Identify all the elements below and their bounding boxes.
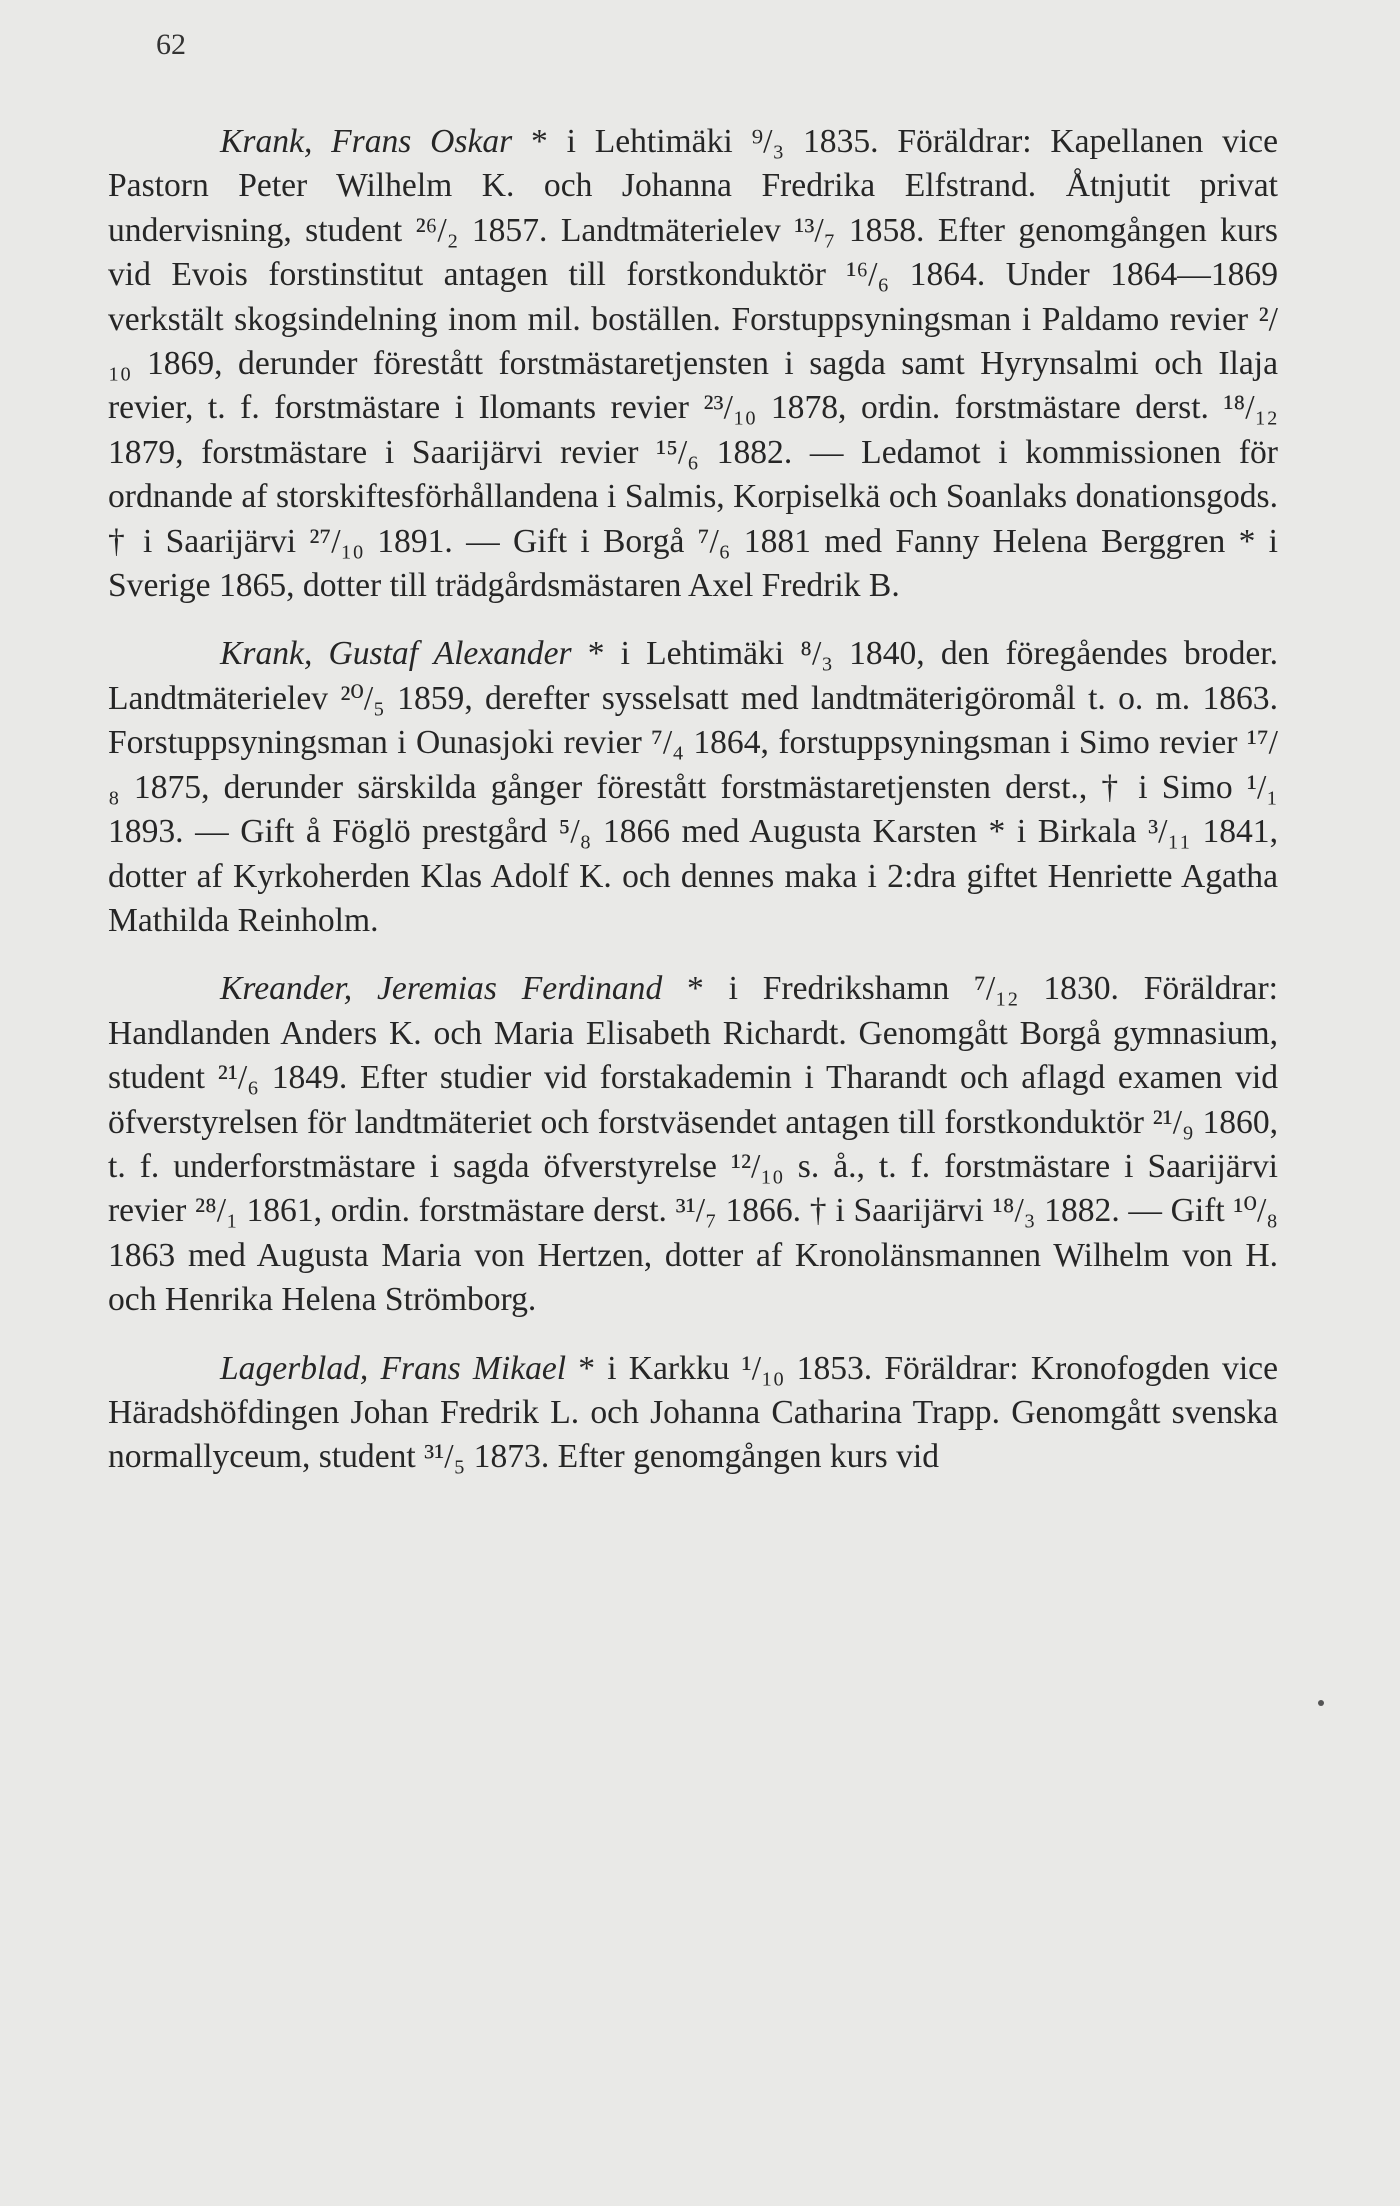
entry-name: Krank, Gustaf Alexander xyxy=(220,635,572,673)
entry-name: Krank, Frans Oskar xyxy=(220,123,513,160)
page-body xyxy=(108,120,1278,1480)
entry-name: Kreander, Jeremias Ferdinand xyxy=(220,970,663,1008)
entry-krank-gustaf xyxy=(108,632,1278,943)
entry-krank-frans xyxy=(108,120,1278,608)
ink-speck xyxy=(1318,1700,1324,1706)
entry-text: * i Lehtimäki ⁸/₃ 1840, den föregåendes broder. Landtmäterielev ²⁰/₅ 1859, derefter sysselsatt med landtmäterigöromål t. o. m. 1863. Forstuppsyningsman i Ounasjoki revier ⁷/₄ 1864, forstuppsyningsman i Simo revier ¹⁷/₈ 1875, derunder särskilda gånger förestått forstmästaretjensten derst., † i Simo ¹/₁ 1893. — Gift å Föglö prestgård ⁵/₈ 1866 med Augusta Karsten * i Birkala ³/₁₁ 1841, dotter af Kyrkoherden Klas Adolf K. och dennes maka i 2:dra giftet Henriette Agatha Mathilda Reinholm. xyxy=(108,635,1278,939)
entry-text: * i Lehtimäki ⁹/₃ 1835. Föräldrar: Kapellanen vice Pastorn Peter Wilhelm K. och Johanna Fredrika Elfstrand. Åtnjutit privat undervisning, student ²⁶/₂ 1857. Landtmäterielev ¹³/₇ 1858. Efter genomgången kurs vid Evois forstinstitut antagen till forstkonduktör ¹⁶/₆ 1864. Under 1864—1869 verkstält skogsindelning inom mil. boställen. Forstuppsyningsman i Paldamo revier ²/₁₀ 1869, derunder förestått forstmästaretjensten i sagda samt Hyrynsalmi och Ilaja revier, t. f. forstmästare i Ilomants revier ²³/₁₀ 1878, ordin. forstmästare derst. ¹⁸/₁₂ 1879, forstmästare i Saarijärvi revier ¹⁵/₆ 1882. — Ledamot i kommissionen för ordnande af storskiftesförhållandena i Salmis, Korpiselkä och Soanlaks donationsgods. † i Saarijärvi ²⁷/₁₀ 1891. — Gift i Borgå ⁷/₆ 1881 med Fanny Helena Berggren * i Sverige 1865, dotter till trädgårdsmästaren Axel Fredrik B. xyxy=(108,123,1278,605)
entry-text: * i Fredrikshamn ⁷/₁₂ 1830. Föräldrar: Handlanden Anders K. och Maria Elisabeth Richardt. Genomgått Borgå gymnasium, student ²¹/₆ 1849. Efter studier vid forstakademin i Tharandt och aflagd examen vid öfverstyrelsen för landtmäteriet och forstväsendet antagen till forstkonduktör ²¹/₉ 1860, t. f. underforstmästare i sagda öfverstyrelse ¹²/₁₀ s. å., t. f. forstmästare i Saarijärvi revier ²⁸/₁ 1861, ordin. forstmästare derst. ³¹/₇ 1866. † i Saarijärvi ¹⁸/₃ 1882. — Gift ¹⁰/₈ 1863 med Augusta Maria von Hertzen, dotter af Kronolänsmannen Wilhelm von H. och Henrika Helena Strömborg. xyxy=(108,970,1278,1319)
entry-text: * i Karkku ¹/₁₀ 1853. Föräldrar: Kronofogden vice Häradshöfdingen Johan Fredrik L. och Johanna Catharina Trapp. Genomgått svenska normallyceum, student ³¹/₅ 1873. Efter genomgången kurs vid xyxy=(108,1349,1278,1476)
entry-name: Lagerblad, Frans Mikael xyxy=(220,1349,567,1387)
entry-kreander xyxy=(108,967,1278,1322)
page-number: 62 xyxy=(156,28,186,61)
entry-lagerblad xyxy=(108,1347,1278,1480)
